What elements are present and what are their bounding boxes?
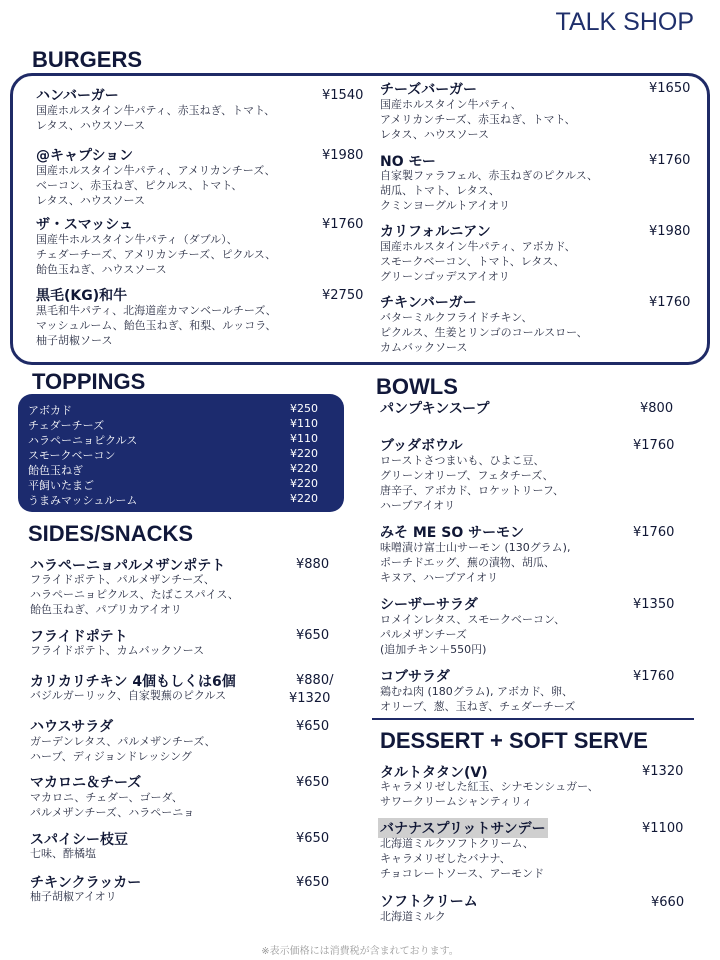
menu-item-description: ガーデンレタス、パルメザンチーズ、 ハーブ、ディジョンドレッシング <box>30 735 216 763</box>
menu-item-price: ¥660 <box>651 895 685 910</box>
topping-price: ¥220 <box>290 492 318 505</box>
topping-price: ¥220 <box>290 447 318 460</box>
menu-item-name: バナナスプリットサンデー <box>378 818 548 838</box>
topping-row <box>28 462 318 477</box>
menu-item-description: 味噌漬け富士山サーモン (130グラム), ポーチドエッグ、蕪の漬物、胡瓜、 キヌア、ハーブアイオリ <box>380 541 571 584</box>
menu-item-description: 国産ホルスタイン牛パティ、 アメリカンチーズ、赤玉ねぎ、トマト、 レタス、ハウスソース <box>380 98 576 141</box>
menu-item-description: 七味、酢橘塩 <box>30 847 96 860</box>
menu-item-price: ¥1980 <box>322 148 364 163</box>
menu-item-name: フライドポテト <box>30 629 128 645</box>
menu-item-description: 自家製ファラフェル、赤玉ねぎのピクルス、 胡瓜、トマト、レタス、 クミンヨーグルトアイオリ <box>380 169 599 212</box>
menu-item-price: ¥650 <box>296 875 330 890</box>
toppings-box <box>18 394 344 512</box>
menu-item-name: シーザーサラダ <box>380 597 478 613</box>
menu-item-description: 国産ホルスタイン牛パティ、アメリカンチーズ、 ベーコン、赤玉ねぎ、ピクルス、トマト、 レタス、ハウスソース <box>36 164 276 207</box>
menu-item-description: バジルガーリック、自家製蕪のピクルス <box>30 689 227 702</box>
menu-item-description: 鶏むね肉 (180グラム), アボカド、卵、 オリーブ、葱、玉ねぎ、チェダーチーズ <box>380 685 576 713</box>
menu-item-name: みそ ME SO サーモン <box>380 525 525 541</box>
section-title-bowls: BOWLS <box>376 374 458 399</box>
menu-item-name: スパイシー枝豆 <box>30 832 128 848</box>
topping-name: 平飼いたまご <box>28 479 94 492</box>
menu-item-name: ハラペーニョパルメザンポテト <box>30 558 226 574</box>
menu-item-price: ¥1650 <box>649 81 691 96</box>
topping-name: スモークベーコン <box>28 449 116 462</box>
menu-item-price: ¥2750 <box>322 288 364 303</box>
topping-name: チェダーチーズ <box>28 419 105 432</box>
topping-price: ¥110 <box>290 432 318 445</box>
menu-item-price: ¥1760 <box>633 525 675 540</box>
menu-item-name: @キャプション <box>36 148 134 164</box>
menu-item-price: ¥650 <box>296 719 330 734</box>
menu-item-price: ¥1540 <box>322 88 364 103</box>
menu-item-name: マカロニ＆チーズ <box>30 775 142 791</box>
topping-price: ¥220 <box>290 462 318 475</box>
menu-item-price: ¥1320 <box>642 764 684 779</box>
menu-item-name: ハウスサラダ <box>30 719 114 735</box>
menu-item-description: 国産ホルスタイン牛パティ、アボカド、 スモークベーコン、トマト、レタス、 グリーンゴッデスアイオリ <box>380 240 576 283</box>
menu-item-name: チーズバーガー <box>380 82 478 98</box>
menu-item-description: ロメインレタス、スモークベーコン、 パルメザンチーズ (追加チキン＋550円) <box>380 613 566 656</box>
section-title-dessert: DESSERT + SOFT SERVE <box>380 728 648 753</box>
section-divider <box>372 718 694 720</box>
menu-item-price: ¥1760 <box>633 669 675 684</box>
menu-item-name: チキンバーガー <box>380 295 477 311</box>
menu-item-name: ソフトクリーム <box>380 894 478 910</box>
menu-item-name: コブサラダ <box>380 669 450 685</box>
menu-item-name: ザ・スマッシュ <box>36 217 133 233</box>
topping-name: ハラペーニョピクルス <box>28 434 138 447</box>
menu-item-name: ブッダボウル <box>380 438 463 454</box>
menu-item-price: ¥650 <box>296 775 330 790</box>
section-title-toppings: TOPPINGS <box>32 369 146 394</box>
menu-item-price: ¥1760 <box>649 295 691 310</box>
menu-item-description: フライドポテト、カムバックソース <box>30 644 205 657</box>
menu-item-description: マカロニ、チェダー、ゴーダ、 パルメザンチーズ、ハラペーニョ <box>30 791 195 819</box>
menu-item-name: NO モー <box>380 154 436 170</box>
menu-item-description: バターミルクフライドチキン、 ピクルス、生姜とリンゴのコールスロー、 カムバックソース <box>380 311 588 354</box>
menu-item-price: ¥1980 <box>649 224 691 239</box>
tax-footnote: ※表示価格には消費税が含まれております。 <box>261 946 459 957</box>
topping-price: ¥220 <box>290 477 318 490</box>
topping-name: 飴色玉ねぎ <box>28 464 83 477</box>
topping-row <box>28 417 318 432</box>
menu-item-price: ¥1100 <box>642 821 684 836</box>
menu-item-description: 北海道ミルク <box>380 910 446 923</box>
menu-item-description: フライドポテト、パルメザンチーズ、 ハラペーニョピクルス、たばこスパイス、 飴色玉ねぎ、パプリカアイオリ <box>30 573 239 616</box>
menu-item-price: ¥800 <box>640 401 674 416</box>
menu-item-name: 黒毛(KG)和牛 <box>36 288 128 304</box>
menu-item-price: ¥650 <box>296 831 330 846</box>
topping-price: ¥110 <box>290 417 318 430</box>
shop-title: TALK SHOP <box>555 8 694 36</box>
menu-item-name: チキンクラッカー <box>30 875 142 891</box>
menu-item-price: ¥880 <box>296 557 330 572</box>
section-title-sides: SIDES/SNACKS <box>28 521 194 546</box>
topping-name: アボカド <box>28 404 72 417</box>
menu-item-price: ¥1760 <box>322 217 364 232</box>
topping-row <box>28 432 318 447</box>
menu-item-description: 柚子胡椒アイオリ <box>30 890 117 903</box>
menu-item-price: ¥1760 <box>633 438 675 453</box>
menu-item-price: ¥1320 <box>289 691 331 706</box>
menu-item-price: ¥650 <box>296 628 330 643</box>
menu-item-description: ローストさつまいも、ひよこ豆、 グリーンオリーブ、フェタチーズ、 唐辛子、アボカド、ロケットリーフ、 ハーブアイオリ <box>380 454 565 512</box>
menu-item-description: 国産ホルスタイン牛パティ、赤玉ねぎ、トマト、 レタス、ハウスソース <box>36 104 276 132</box>
menu-item-description: 北海道ミルクソフトクリーム、 キャラメリゼしたバナナ、 チョコレートソース、アーモンド <box>380 837 545 880</box>
menu-item-description: 黒毛和牛パティ、北海道産カマンベールチーズ、 マッシュルーム、飴色玉ねぎ、和梨、ルッコラ、 柚子胡椒ソース <box>36 304 277 347</box>
menu-item-description: 国産牛ホルスタイン牛パティ（ダブル）、 チェダーチーズ、アメリカンチーズ、ピクルス、 飴色玉ねぎ、ハウスソース <box>36 233 277 276</box>
topping-row <box>28 477 318 492</box>
topping-name: うまみマッシュルーム <box>28 494 138 507</box>
menu-item-description: キャラメリゼした紅玉、シナモンシュガー、 サワークリームシャンティリィ <box>380 780 599 808</box>
menu-item-price: ¥880/ <box>296 673 334 688</box>
topping-price: ¥250 <box>290 402 318 415</box>
menu-item-name: カリカリチキン 4個もしくは6個 <box>30 674 236 690</box>
menu-item-name: ハンバーガー <box>36 88 119 104</box>
menu-item-name: パンプキンスープ <box>380 401 490 417</box>
menu-item-name: カリフォルニアン <box>380 224 491 240</box>
menu-item-name: タルトタタン(V) <box>380 765 488 781</box>
menu-item-price: ¥1760 <box>649 153 691 168</box>
topping-row <box>28 447 318 462</box>
menu-item-price: ¥1350 <box>633 597 675 612</box>
section-title-burgers: BURGERS <box>32 47 143 72</box>
topping-row <box>28 492 318 507</box>
topping-row <box>28 402 318 417</box>
